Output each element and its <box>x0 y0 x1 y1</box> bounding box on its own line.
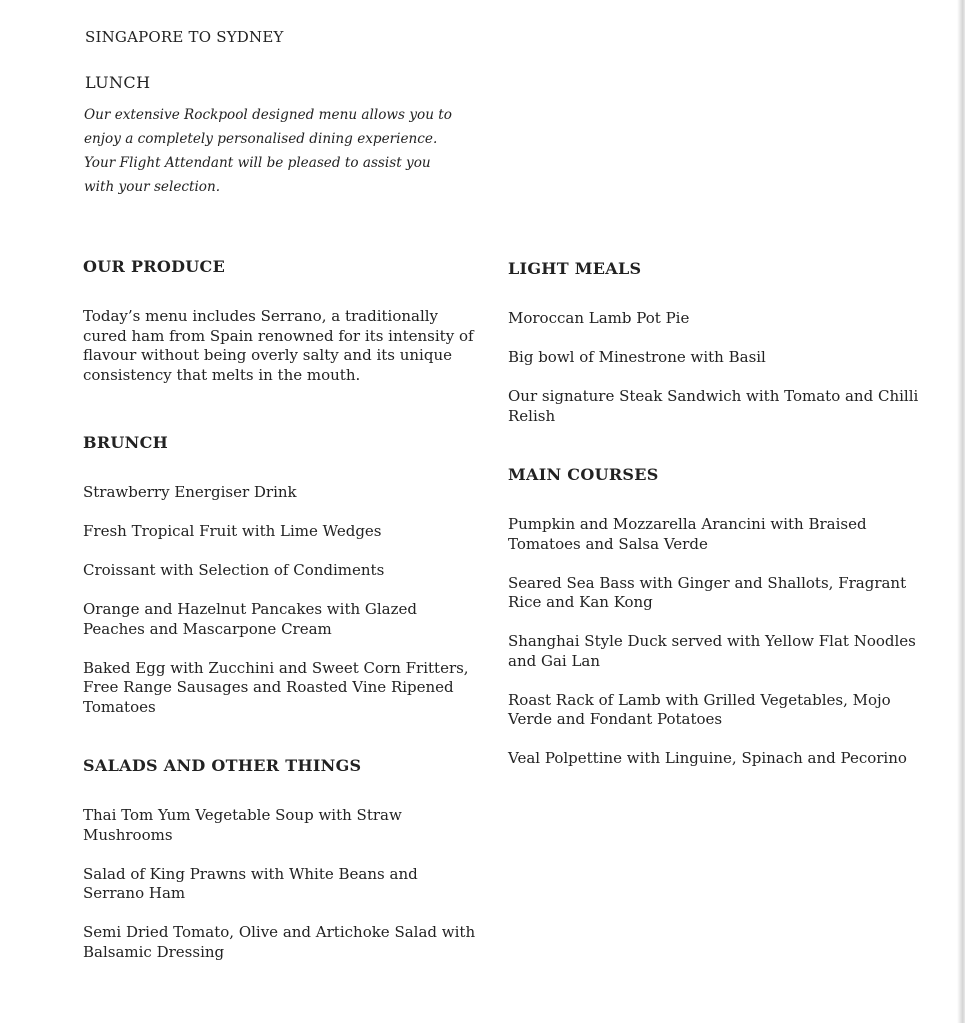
menu-item: Orange and Hazelnut Pancakes with Glazed Peaches and Mascarpone Cream <box>83 600 418 638</box>
menu-item: Salad of King Prawns with White Beans and Serrano Ham <box>83 864 418 902</box>
menu-item: Semi Dried Tomato, Olive and Artichoke Salad with Balsamic Dressing <box>83 923 476 961</box>
menu-item: Big bowl of Minestrone with Basil <box>508 348 766 366</box>
menu-item: Thai Tom Yum Vegetable Soup with Straw Mushrooms <box>83 806 402 844</box>
menu-item: Shanghai Style Duck served with Yellow Flat Noodles and Gai Lan <box>508 632 916 670</box>
menu-list <box>83 483 478 717</box>
menu-list <box>83 806 478 962</box>
menu-item: Moroccan Lamb Pot Pie <box>508 309 690 327</box>
intro-text: Our extensive Rockpool designed menu allows you to enjoy a completely personalised dining experience. Your Flight Attendant will be pleased to assist you with your selection. <box>84 107 452 195</box>
section-produce <box>83 256 478 385</box>
section-brunch <box>83 432 478 717</box>
section-title: MAIN COURSES <box>508 465 659 484</box>
left-column <box>83 256 478 982</box>
menu-item: Fresh Tropical Fruit with Lime Wedges <box>83 522 382 540</box>
menu-item: Seared Sea Bass with Ginger and Shallots, Fragrant Rice and Kan Kong <box>508 573 907 611</box>
menu-item: Veal Polpettine with Linguine, Spinach and Pecorino <box>508 749 907 767</box>
route-title: SINGAPORE TO SYDNEY <box>85 28 284 46</box>
produce-description: Today’s menu includes Serrano, a traditionally cured ham from Spain renowned for its intensity of flavour without being overly salty and its unique consistency that melts in the mouth. <box>83 307 474 384</box>
menu-item: Roast Rack of Lamb with Grilled Vegetables, Mojo Verde and Fondant Potatoes <box>508 690 891 728</box>
menu-item: Strawberry Energiser Drink <box>83 483 297 501</box>
section-title: LIGHT MEALS <box>508 259 642 278</box>
right-column <box>508 258 920 788</box>
section-light-meals <box>508 258 920 426</box>
menu-item: Our signature Steak Sandwich with Tomato and Chilli Relish <box>508 387 919 425</box>
menu-list <box>508 309 920 426</box>
section-title: OUR PRODUCE <box>83 257 226 276</box>
section-main-courses <box>508 464 920 769</box>
section-title: BRUNCH <box>83 433 169 452</box>
menu-list <box>508 515 920 769</box>
menu-item: Pumpkin and Mozzarella Arancini with Braised Tomatoes and Salsa Verde <box>508 515 867 553</box>
section-title: SALADS AND OTHER THINGS <box>83 756 362 775</box>
menu-item: Baked Egg with Zucchini and Sweet Corn Fritters, Free Range Sausages and Roasted Vine Ripened Tomatoes <box>83 658 469 716</box>
menu-item: Croissant with Selection of Condiments <box>83 561 385 579</box>
meal-title: LUNCH <box>85 73 151 92</box>
section-salads <box>83 755 478 962</box>
page-edge <box>957 0 965 1023</box>
